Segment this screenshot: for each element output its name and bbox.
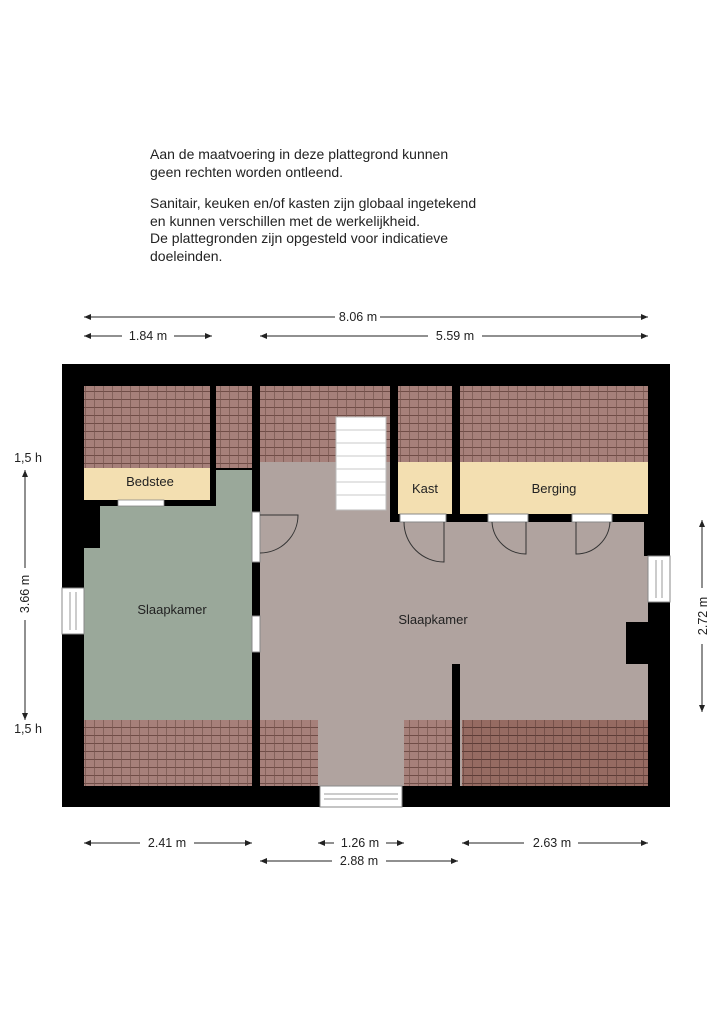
dimension-right <box>696 520 710 712</box>
dimension-top-total <box>84 310 648 324</box>
dimension-bottom-combined <box>260 854 458 868</box>
dimension-left-lower-label: 1,5 h <box>14 722 42 736</box>
roof-area-bottom-right <box>462 720 648 786</box>
dimension-top-right-label: 5.59 m <box>435 329 475 343</box>
roof-area-bottom-mid-right <box>404 720 454 786</box>
window-right <box>648 556 670 602</box>
disclaimer-paragraph-2: Sanitair, keuken en/of kasten zijn globaal ingetekend en kunnen verschillen met de werkelijkheid. De plattegronden zijn opgesteld voor indicatieve doeleinden. <box>150 195 477 264</box>
room-label-kast: Kast <box>411 481 439 496</box>
dimension-bottom-left <box>84 836 252 850</box>
window-bedstee <box>118 500 164 506</box>
dimension-bottom-middle <box>318 836 404 850</box>
disclaimer-paragraph-1: Aan de maatvoering in deze plattegrond kunnen geen rechten worden ontleend. <box>150 146 449 180</box>
dimension-left <box>14 451 42 736</box>
slaapkamer-left-floor <box>84 470 252 720</box>
dimension-top-right <box>260 329 648 343</box>
room-label-bedstee: Bedstee <box>126 474 174 489</box>
dimension-left-upper-label: 1,5 h <box>14 451 42 465</box>
dimension-top-left <box>84 329 212 343</box>
dimension-top-left-label: 1.84 m <box>128 329 168 343</box>
dimension-left-middle-label: 3.66 m <box>18 574 32 614</box>
dimension-bottom-left-label: 2.41 m <box>147 836 187 850</box>
window-bottom <box>320 786 402 807</box>
room-label-berging: Berging <box>531 481 577 496</box>
roof-area-berging <box>460 386 648 462</box>
window-left <box>62 588 84 634</box>
roof-area-bottom-left <box>84 720 252 786</box>
dimension-bottom-combined-label: 2.88 m <box>339 854 379 868</box>
roof-area-top-left-2 <box>216 386 252 468</box>
dimension-bottom-middle-label: 1.26 m <box>340 836 380 850</box>
staircase <box>336 417 386 510</box>
roof-area-bottom-mid-left <box>260 720 318 786</box>
roof-area-top-left <box>84 386 212 468</box>
roof-area-kast <box>398 386 452 462</box>
dimension-bottom-right-label: 2.63 m <box>532 836 572 850</box>
room-label-slaapkamer-left: Slaapkamer <box>137 602 207 617</box>
dimension-top-total-label: 8.06 m <box>338 310 378 324</box>
room-label-slaapkamer-main: Slaapkamer <box>398 612 468 627</box>
dimension-right-label: 2.72 m <box>696 596 710 636</box>
door-slaapkamer-2 <box>252 616 260 652</box>
dimension-bottom-right <box>462 836 648 850</box>
